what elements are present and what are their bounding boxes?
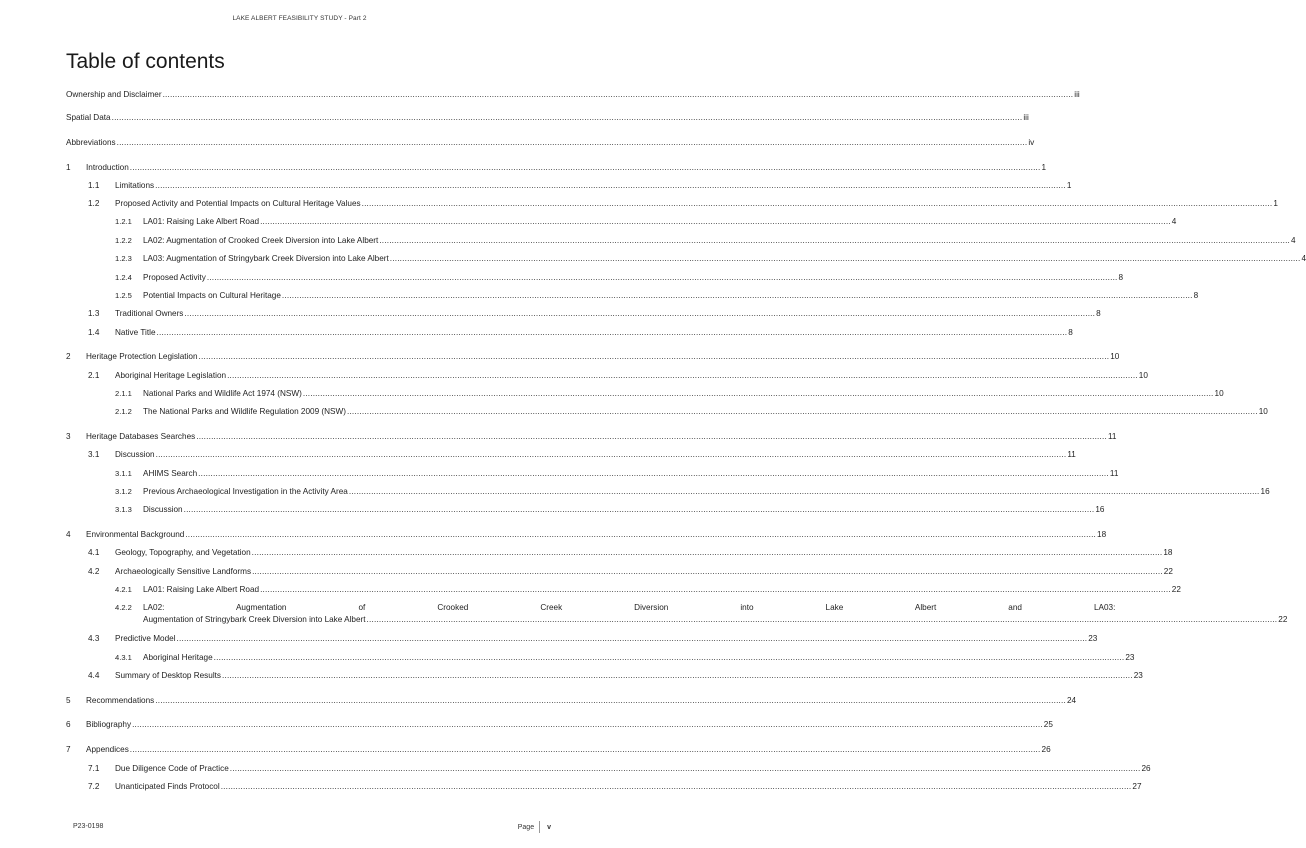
page-title: Table of contents bbox=[66, 50, 225, 73]
toc-entry-number: 3.1 bbox=[88, 450, 100, 459]
toc-entry-4-2-2[interactable] bbox=[115, 603, 1288, 625]
toc-entry-text: Spatial Data bbox=[66, 113, 111, 122]
toc-entry-1-4[interactable] bbox=[88, 328, 1073, 338]
toc-entry-1[interactable] bbox=[66, 163, 1047, 173]
toc-entry-number: 3 bbox=[66, 432, 71, 441]
toc-entry-page: 26 bbox=[1141, 764, 1151, 773]
toc-entry-text: Appendices bbox=[86, 745, 129, 754]
toc-entry-1-1[interactable] bbox=[88, 181, 1072, 191]
toc-entry-number: 7.2 bbox=[88, 782, 100, 791]
toc-entry-page: 10 bbox=[1214, 389, 1224, 398]
page-label: Page bbox=[517, 823, 535, 831]
dot-leader bbox=[390, 254, 1301, 264]
toc-entry-number: 1.2.4 bbox=[115, 273, 132, 282]
toc-entry-number: 6 bbox=[66, 720, 71, 729]
toc-entry-text: Summary of Desktop Results bbox=[115, 671, 222, 680]
toc-entry-number: 2.1 bbox=[88, 371, 100, 380]
toc-entry-text: LA02: Augmentation of Crooked Creek Diversion into Lake Albert and LA03: bbox=[143, 603, 1116, 612]
toc-entry-5[interactable] bbox=[66, 696, 1077, 706]
toc-entry-page: 10 bbox=[1138, 371, 1148, 380]
toc-entry-2-1[interactable] bbox=[88, 371, 1148, 381]
dot-leader bbox=[222, 671, 1133, 681]
toc-entry-text: Ownership and Disclaimer bbox=[66, 90, 162, 99]
dot-leader bbox=[230, 764, 1141, 774]
toc-entry-page: 26 bbox=[1041, 745, 1051, 754]
toc-entry-text: LA01: Raising Lake Albert Road bbox=[143, 585, 260, 594]
toc-entry-number: 1.2.3 bbox=[115, 254, 132, 263]
toc-entry-text: Recommendations bbox=[86, 696, 155, 705]
dot-leader bbox=[207, 273, 1118, 283]
toc-entry-number: 2.1.2 bbox=[115, 407, 132, 416]
footer-divider bbox=[539, 821, 540, 833]
toc-entry-page: 18 bbox=[1097, 530, 1107, 539]
dot-leader bbox=[112, 113, 1023, 123]
toc-entry-4-3[interactable] bbox=[88, 634, 1098, 644]
dot-leader bbox=[184, 505, 1095, 515]
dot-leader bbox=[221, 782, 1132, 792]
toc-entry-text: Bibliography bbox=[86, 720, 132, 729]
toc-entry-number: 4.3.1 bbox=[115, 653, 132, 662]
dot-leader bbox=[163, 90, 1074, 100]
toc-entry-page: 16 bbox=[1260, 487, 1270, 496]
toc-entry-page: 23 bbox=[1088, 634, 1098, 643]
toc-entry-abbreviations[interactable] bbox=[66, 138, 1035, 148]
toc-entry-page: iii bbox=[1074, 90, 1080, 99]
toc-entry-3-1-3[interactable] bbox=[115, 505, 1105, 515]
toc-entry-2-1-2[interactable] bbox=[115, 407, 1268, 417]
toc-entry-page: 23 bbox=[1125, 653, 1135, 662]
dot-leader bbox=[282, 291, 1193, 301]
toc-entry-page: 25 bbox=[1043, 720, 1053, 729]
toc-entry-page: 8 bbox=[1118, 273, 1124, 282]
toc-entry-number: 5 bbox=[66, 696, 71, 705]
dot-leader bbox=[362, 199, 1273, 209]
toc-entry-text: Environmental Background bbox=[86, 530, 185, 539]
dot-leader bbox=[347, 407, 1258, 417]
toc-entry-page: 1 bbox=[1041, 163, 1047, 172]
toc-entry-page: 4 bbox=[1301, 254, 1306, 263]
toc-entry-ownership[interactable] bbox=[66, 90, 1080, 100]
page-footer bbox=[518, 821, 551, 833]
toc-entry-page: 24 bbox=[1066, 696, 1077, 705]
toc-entry-number: 4.3 bbox=[88, 634, 100, 643]
dot-leader bbox=[252, 567, 1163, 577]
toc-entry-page: 4 bbox=[1291, 236, 1296, 245]
dot-leader bbox=[157, 328, 1068, 338]
toc-entry-4[interactable] bbox=[66, 530, 1107, 540]
toc-entry-4-2-1[interactable] bbox=[115, 585, 1181, 595]
toc-entry-text: LA01: Raising Lake Albert Road bbox=[143, 217, 260, 226]
toc-entry-text: Predictive Model bbox=[115, 634, 176, 643]
toc-entry-spatial-data[interactable] bbox=[66, 113, 1029, 123]
dot-leader bbox=[177, 634, 1088, 644]
toc-entry-number: 4.1 bbox=[88, 548, 100, 557]
toc-entry-3[interactable] bbox=[66, 432, 1117, 442]
dot-leader bbox=[252, 548, 1163, 558]
toc-entry-page: 4 bbox=[1171, 217, 1177, 226]
toc-entry-number: 2.1.1 bbox=[115, 389, 132, 398]
toc-entry-text: Aboriginal Heritage bbox=[143, 653, 213, 662]
running-header: LAKE ALBERT FEASIBILITY STUDY - Part 2 bbox=[232, 15, 367, 22]
toc-entry-text: Traditional Owners bbox=[115, 309, 184, 318]
toc-entry-3-1[interactable] bbox=[88, 450, 1076, 460]
toc-entry-page: iii bbox=[1023, 113, 1029, 122]
toc-entry-text: Discussion bbox=[143, 505, 183, 514]
page-number: v bbox=[547, 823, 551, 831]
toc-entry-page: 8 bbox=[1068, 328, 1073, 337]
toc-entry-text: The National Parks and Wildlife Regulation 2009 (NSW) bbox=[143, 407, 346, 416]
toc-entry-4-1[interactable] bbox=[88, 548, 1173, 558]
toc-entry-page: 11 bbox=[1109, 469, 1119, 478]
toc-entry-text: Unanticipated Finds Protocol bbox=[115, 782, 220, 791]
toc-entry-page: 22 bbox=[1163, 567, 1173, 576]
toc-entry-page: 11 bbox=[1107, 432, 1117, 441]
dot-leader bbox=[199, 352, 1110, 362]
toc-entry-1-2[interactable] bbox=[88, 199, 1278, 209]
toc-entry-page: 10 bbox=[1110, 352, 1120, 361]
dot-leader bbox=[198, 469, 1109, 479]
toc-entry-continuation bbox=[143, 615, 1288, 625]
toc-entry-text: Introduction bbox=[86, 163, 129, 172]
toc-entry-1-2-4[interactable] bbox=[115, 273, 1124, 283]
toc-entry-6[interactable] bbox=[66, 720, 1053, 730]
toc-entry-number: 1.1 bbox=[88, 181, 100, 190]
toc-entry-4-4[interactable] bbox=[88, 671, 1143, 681]
toc-entry-page: 23 bbox=[1133, 671, 1143, 680]
toc-entry-text: AHIMS Search bbox=[143, 469, 198, 478]
toc-entry-page: 8 bbox=[1096, 309, 1101, 318]
toc-entry-text: Native Title bbox=[115, 328, 156, 337]
toc-entry-page: 1 bbox=[1066, 181, 1072, 190]
toc-entry-1-2-1[interactable] bbox=[115, 217, 1177, 227]
toc-entry-text: Heritage Protection Legislation bbox=[86, 352, 198, 361]
toc-entry-text: Archaeologically Sensitive Landforms bbox=[115, 567, 252, 576]
toc-entry-text-line2: Augmentation of Stringybark Creek Diversion into Lake Albert bbox=[143, 615, 366, 624]
toc-entry-text: Proposed Activity bbox=[143, 273, 206, 282]
toc-entry-number: 4.2 bbox=[88, 567, 100, 576]
dot-leader bbox=[227, 371, 1138, 381]
dot-leader bbox=[303, 389, 1214, 399]
dot-leader bbox=[379, 236, 1290, 246]
toc-entry-text: Proposed Activity and Potential Impacts on Cultural Heritage Values bbox=[115, 199, 361, 208]
toc-entry-1-3[interactable] bbox=[88, 309, 1101, 319]
dot-leader bbox=[214, 653, 1125, 663]
toc-entry-text: Abbreviations bbox=[66, 138, 116, 147]
toc-entry-page: 22 bbox=[1171, 585, 1181, 594]
toc-entry-number: 3.1.1 bbox=[115, 469, 132, 478]
toc-entry-4-3-1[interactable] bbox=[115, 653, 1135, 663]
toc-entry-number: 7 bbox=[66, 745, 71, 754]
toc-entry-text: National Parks and Wildlife Act 1974 (NSW) bbox=[143, 389, 302, 398]
toc-entry-number: 4.2.2 bbox=[115, 603, 132, 612]
toc-entry-3-1-1[interactable] bbox=[115, 469, 1119, 479]
toc-entry-3-1-2[interactable] bbox=[115, 487, 1270, 497]
toc-entry-text: Potential Impacts on Cultural Heritage bbox=[143, 291, 281, 300]
toc-entry-page: 22 bbox=[1278, 615, 1288, 624]
dot-leader bbox=[260, 217, 1171, 227]
toc-entry-text: Geology, Topography, and Vegetation bbox=[115, 548, 251, 557]
toc-entry-1-2-5[interactable] bbox=[115, 291, 1199, 301]
toc-entry-page: 1 bbox=[1273, 199, 1278, 208]
dot-leader bbox=[117, 138, 1028, 148]
toc-entry-text: LA03: Augmentation of Stringybark Creek Diversion into Lake Albert bbox=[143, 254, 389, 263]
toc-entry-page: 8 bbox=[1193, 291, 1199, 300]
toc-entry-2-1-1[interactable] bbox=[115, 389, 1224, 399]
toc-entry-number: 2 bbox=[66, 352, 71, 361]
toc-entry-number: 7.1 bbox=[88, 764, 100, 773]
toc-entry-number: 1.2 bbox=[88, 199, 100, 208]
dot-leader bbox=[156, 450, 1067, 460]
dot-leader bbox=[349, 487, 1260, 497]
toc-entry-number: 3.1.3 bbox=[115, 505, 132, 514]
toc-entry-number: 1.2.2 bbox=[115, 236, 132, 245]
toc-entry-text-block bbox=[143, 603, 1288, 625]
dot-leader bbox=[367, 615, 1278, 625]
toc-entry-1-2-3[interactable] bbox=[115, 254, 1306, 264]
toc-entry-text: LA02: Augmentation of Crooked Creek Diversion into Lake Albert bbox=[143, 236, 379, 245]
toc-entry-7[interactable] bbox=[66, 745, 1051, 755]
toc-entry-page: 27 bbox=[1132, 782, 1142, 791]
toc-entry-text: Heritage Databases Searches bbox=[86, 432, 196, 441]
toc-entry-2[interactable] bbox=[66, 352, 1120, 362]
dot-leader bbox=[184, 309, 1095, 319]
toc-entry-text: Limitations bbox=[115, 181, 155, 190]
toc-entry-page: 18 bbox=[1163, 548, 1173, 557]
toc-entry-page: 10 bbox=[1258, 407, 1268, 416]
toc-entry-number: 1.3 bbox=[88, 309, 100, 318]
toc-entry-number: 3.1.2 bbox=[115, 487, 132, 496]
toc-entry-text: Discussion bbox=[115, 450, 155, 459]
toc-entry-page: 16 bbox=[1095, 505, 1105, 514]
toc-entry-page: iv bbox=[1028, 138, 1035, 147]
dot-leader bbox=[130, 163, 1041, 173]
toc-entry-number: 1.2.1 bbox=[115, 217, 132, 226]
toc-entry-4-2[interactable] bbox=[88, 567, 1173, 577]
toc-entry-7-2[interactable] bbox=[88, 782, 1142, 792]
dot-leader bbox=[130, 745, 1041, 755]
toc-entry-text: Aboriginal Heritage Legislation bbox=[115, 371, 227, 380]
dot-leader bbox=[155, 181, 1066, 191]
dot-leader bbox=[196, 432, 1107, 442]
toc-entry-7-1[interactable] bbox=[88, 764, 1151, 774]
toc-entry-number: 4.4 bbox=[88, 671, 100, 680]
toc-entry-text: Previous Archaeological Investigation in the Activity Area bbox=[143, 487, 348, 496]
dot-leader bbox=[155, 696, 1066, 706]
toc-entry-page: 11 bbox=[1067, 450, 1076, 459]
toc-entry-number: 1.2.5 bbox=[115, 291, 132, 300]
dot-leader bbox=[132, 720, 1043, 730]
toc-entry-text: Due Diligence Code of Practice bbox=[115, 764, 229, 773]
toc-entry-number: 1.4 bbox=[88, 328, 100, 337]
toc-entry-number: 4 bbox=[66, 530, 71, 539]
toc-entry-number: 4.2.1 bbox=[115, 585, 132, 594]
toc-entry-number: 1 bbox=[66, 163, 71, 172]
dot-leader bbox=[185, 530, 1096, 540]
document-id: P23-0198 bbox=[73, 823, 104, 830]
dot-leader bbox=[260, 585, 1171, 595]
toc-entry-1-2-2[interactable] bbox=[115, 236, 1296, 246]
